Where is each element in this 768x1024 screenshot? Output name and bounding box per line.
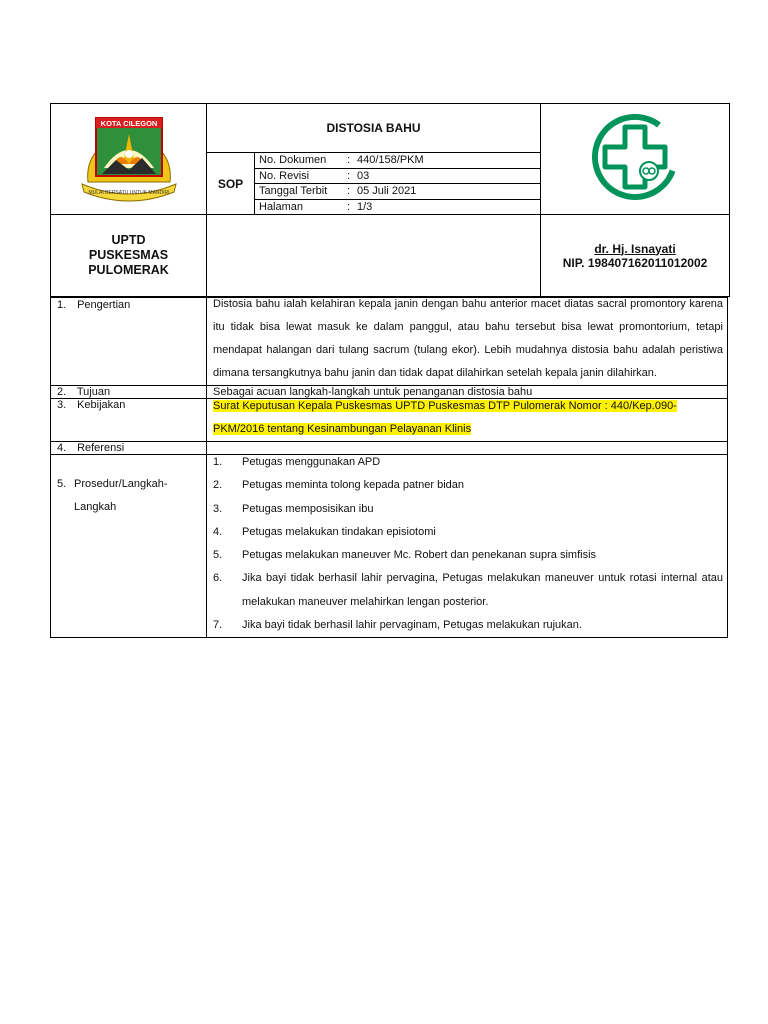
doc-info-colon: :	[347, 154, 351, 167]
section-number: 4.	[57, 442, 67, 454]
title-cell	[207, 104, 541, 215]
step-text: Petugas memposisikan ibu	[242, 502, 374, 515]
procedure-step	[213, 498, 723, 521]
doc-info-row	[255, 153, 540, 169]
section-title: Referensi	[77, 442, 125, 454]
section-label	[51, 399, 207, 442]
step-number: 4.	[213, 525, 223, 538]
doc-info-value: 1/3	[357, 200, 373, 213]
section-label	[51, 298, 207, 386]
section-content	[207, 399, 728, 442]
section-label	[51, 386, 207, 399]
step-text: Petugas melakukan tindakan episiotomi	[242, 525, 436, 538]
prosedur-label-line-1-wrap	[51, 473, 206, 496]
procedure-steps	[213, 451, 723, 637]
doc-info-row	[255, 184, 540, 200]
doc-info-key: No. Dokumen	[259, 154, 327, 167]
signer-name: dr. Hj. Isnayati	[594, 241, 676, 256]
step-number: 7.	[213, 619, 223, 632]
kebijakan-line-2-wrap	[213, 418, 723, 441]
org-line-3: PULOMERAK	[88, 263, 169, 277]
document-header	[50, 103, 730, 297]
section-title: Prosedur/Langkah-	[74, 478, 168, 490]
city-logo-cell	[51, 104, 207, 215]
section-number: 1.	[57, 299, 67, 311]
tujuan-text: Sebagai acuan langkah-langkah untuk penanganan distosia bahu	[213, 386, 533, 398]
doc-info-value: 03	[357, 169, 370, 182]
doc-info-row	[255, 200, 540, 215]
section-prosedur	[51, 455, 728, 638]
sop-document	[50, 103, 728, 638]
doc-info-value: 440/158/PKM	[357, 154, 424, 167]
kota-cilegon-logo	[74, 112, 184, 202]
step-number: 6.	[213, 572, 223, 585]
doc-info-colon: :	[347, 169, 351, 182]
section-content	[207, 298, 728, 386]
logo-text: KOTA CILEGON	[100, 118, 157, 128]
section-kebijakan	[51, 399, 728, 442]
section-label	[51, 442, 207, 455]
empty-cell	[207, 215, 541, 297]
logo-motto: MULAI BERSATU UNTUK MANDIRI	[87, 189, 170, 196]
step-text: Petugas meminta tolong kepada patner bidan	[242, 479, 464, 492]
doc-info-key: Halaman	[259, 200, 304, 213]
doc-info-colon: :	[347, 185, 351, 198]
doc-info-table	[255, 153, 540, 214]
section-number: 3.	[57, 399, 67, 411]
step-number: 5.	[213, 549, 223, 562]
procedure-step	[213, 474, 723, 497]
organization-cell	[51, 215, 207, 297]
kebijakan-line-1: Surat Keputusan Kepala Puskesmas UPTD Puskesmas DTP Pulomerak Nomor : 440/Kep.090-	[213, 400, 677, 412]
doc-info-row	[255, 169, 540, 185]
step-number: 2.	[213, 479, 223, 492]
signature-cell	[541, 215, 730, 297]
doc-info-key: No. Revisi	[259, 169, 310, 182]
procedure-step	[213, 521, 723, 544]
sop-block	[207, 153, 540, 214]
section-content	[207, 455, 728, 638]
org-line-2: PUSKESMAS	[88, 248, 169, 262]
section-pengertian	[51, 298, 728, 386]
procedure-step	[213, 451, 723, 474]
step-text: Jika bayi tidak berhasil lahir pervagina, Petugas melakukan maneuver untuk rotasi internal atau melakukan maneuver melahirkan lengan posterior.	[242, 572, 723, 608]
section-title: Tujuan	[76, 386, 111, 398]
step-text: Jika bayi tidak berhasil lahir pervaginam, Petugas melakukan rujukan.	[242, 619, 582, 632]
procedure-step	[213, 544, 723, 567]
section-title-line-2: Langkah	[74, 501, 117, 514]
doc-info-key: Tanggal Terbit	[259, 185, 328, 198]
step-text: Petugas menggunakan APD	[242, 456, 381, 468]
section-label	[51, 455, 207, 638]
section-title: Pengertian	[77, 299, 131, 311]
step-text: Petugas melakukan maneuver Mc. Robert dan penekanan supra simfisis	[242, 549, 597, 562]
signer-nip: NIP. 198407162011012002	[562, 255, 708, 270]
kebijakan-line-2: PKM/2016 tentang Kesinambungan Pelayanan Klinis	[213, 423, 472, 435]
section-number: 5.	[57, 478, 67, 490]
doc-info-colon: :	[347, 200, 351, 213]
procedure-step	[213, 614, 723, 637]
step-number: 1.	[213, 456, 223, 468]
sop-content-table	[50, 297, 728, 638]
step-number: 3.	[213, 502, 223, 515]
kebijakan-line-1-wrap	[213, 395, 723, 418]
puskesmas-logo-cell	[541, 104, 730, 215]
sop-label: SOP	[207, 153, 255, 214]
puskesmas-cross-logo	[587, 109, 683, 205]
doc-info-value: 05 Juli 2021	[357, 185, 417, 198]
pengertian-text: Distosia bahu ialah kelahiran kepala janin dengan bahu anterior macet diatas sacral promontory karena itu tidak bisa lewat masuk ke dalam panggul, atau bahu tersebut bisa lewat promontorium, tetapi mendapat halangan dari tulang sacrum (tulang ekor). Lebih mudahnya distosia bahu adalah peristiwa dimana tersangkutnya bahu janin dan tidak dapat dilahirkan setelah kepala janin dilahirkan.	[213, 298, 723, 379]
org-line-1: UPTD	[111, 233, 146, 247]
document-title: DISTOSIA BAHU	[207, 104, 540, 153]
section-number: 2.	[57, 386, 67, 398]
procedure-step	[213, 567, 723, 614]
section-title: Kebijakan	[77, 399, 126, 411]
